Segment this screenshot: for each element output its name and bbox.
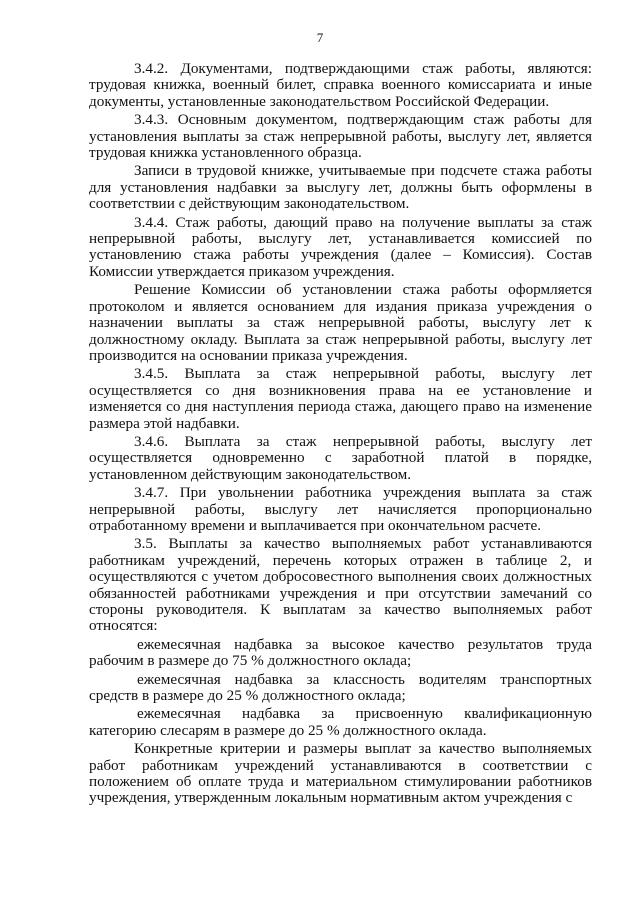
paragraph-records-labor-book: Записи в трудовой книжке, учитываемые при подсчете стажа работы для установления надбавки за выслугу лет, должны быть оформлены в соответствии с действующим законодательством. xyxy=(89,162,592,213)
paragraph-specific-criteria: Конкретные критерии и размеры выплат за качество выполняемых работ работникам учреждений устанавливаются в соответствии с положением об оплате труда и материальном стимулировании работников учреждения, утвержденным локальным нормативным актом учреждения с xyxy=(89,740,592,807)
paragraph-3-4-5: 3.4.5. Выплата за стаж непрерывной работы, выслугу лет осуществляется со дня возникновения права на ее установление и изменяется со дня наступления периода стажа, дающего право на изменение размера этой надбавки. xyxy=(89,365,592,432)
list-item-quality-bonus: ежемесячная надбавка за высокое качество результатов труда рабочим в размере до 75 % должностного оклада; xyxy=(89,635,592,670)
document-body xyxy=(89,61,592,809)
paragraph-3-4-2: 3.4.2. Документами, подтверждающими стаж работы, являются: трудовая книжка, военный билет, справка военного комиссариата и иные документы, установленные законодательством Российской Федерации. xyxy=(89,60,592,110)
paragraph-3-4-7: 3.4.7. При увольнении работника учреждения выплата за стаж непрерывной работы, выслугу лет начисляется пропорционально отработанному времени и выплачивается при окончательном расчете. xyxy=(89,484,592,534)
list-item-class-bonus: ежемесячная надбавка за классность водителям транспортных средств в размере до 25 % должностного оклада; xyxy=(89,670,592,705)
page-number: 7 xyxy=(316,30,324,45)
paragraph-3-5: 3.5. Выплаты за качество выполняемых работ устанавливаются работникам учреждений, перечень которых отражен в таблице 2, и осуществляются с учетом добросовестного выполнения своих должностных обязанностей работниками учреждения и при отсутствии замечаний со стороны руководителя. К выплатам за качество выполняемых работ относятся: xyxy=(89,535,592,635)
paragraph-commission-decision: Решение Комиссии об установлении стажа работы оформляется протоколом и является основанием для издания приказа учреждения о назначении выплаты за стаж непрерывной работы, выслугу лет к должностному окладу. Выплата за стаж непрерывной работы, выслугу лет производится на основании приказа учреждения. xyxy=(89,281,592,364)
paragraph-3-4-6: 3.4.6. Выплата за стаж непрерывной работы, выслугу лет осуществляется одновременно с заработной платой в порядке, установленном действующим законодательством. xyxy=(89,432,592,483)
paragraph-3-4-3: 3.4.3. Основным документом, подтверждающим стаж работы для установления выплаты за стаж непрерывной работы, выслугу лет, является трудовая книжка установленного образца. xyxy=(89,111,592,162)
paragraph-3-4-4: 3.4.4. Стаж работы, дающий право на получение выплаты за стаж непрерывной работы, выслугу лет, устанавливается комиссией по установлению стажа работы учреждения (далее – Комиссия). Состав Комиссии утверждается приказом учреждения. xyxy=(89,213,592,280)
list-item-qualification-bonus: ежемесячная надбавка за присвоенную квалификационную категорию слесарям в размере до 25 % должностного оклада. xyxy=(89,705,592,739)
